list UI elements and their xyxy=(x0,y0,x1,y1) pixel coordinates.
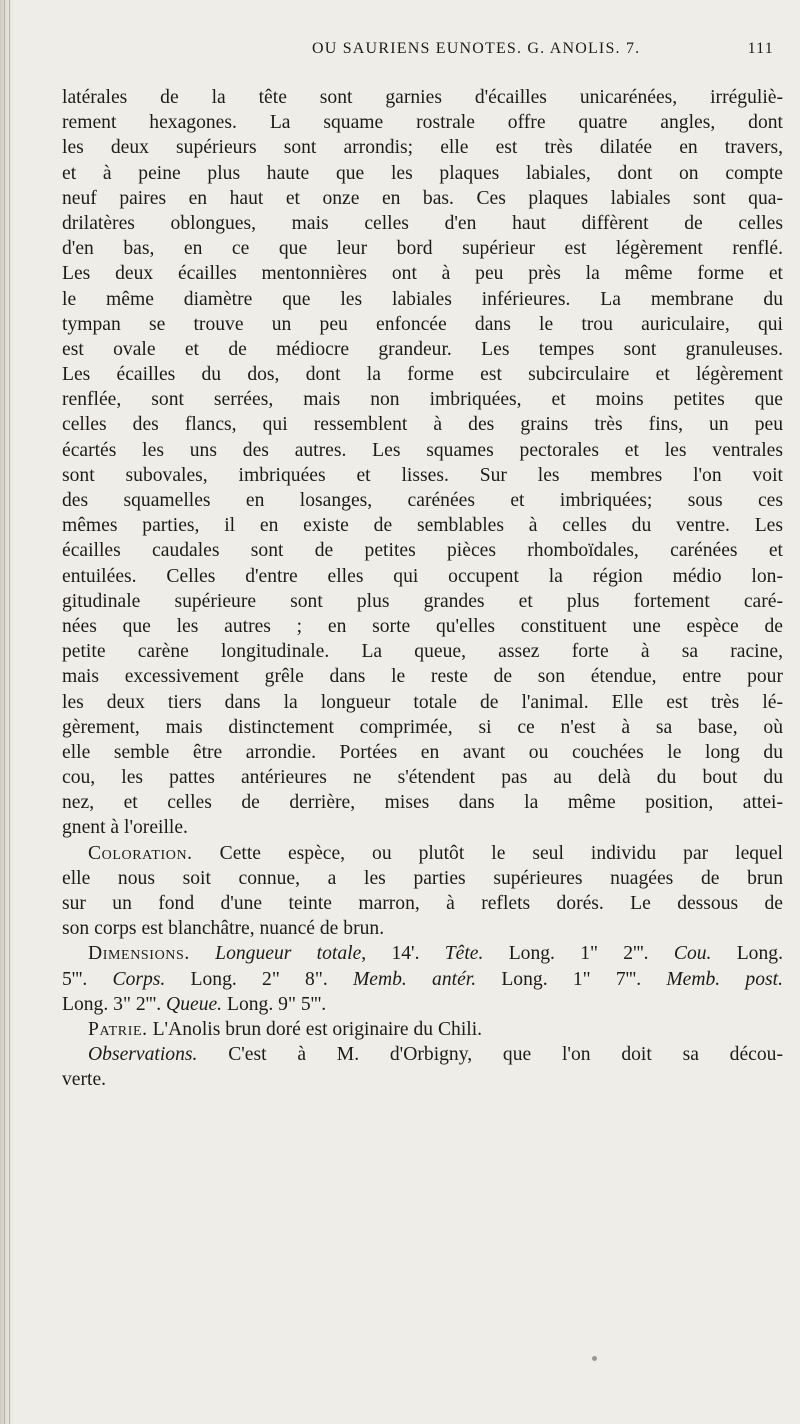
text-line: Les deux écailles mentonnières ont à peu près la même forme et xyxy=(62,263,783,285)
dimension-value: Long. 9" 5'''. xyxy=(227,993,327,1015)
coloration-line xyxy=(62,841,783,866)
text-line: les deux supérieurs sont arrondis; elle est très dilatée en travers, xyxy=(62,137,783,159)
dimension-value: Long. xyxy=(736,943,783,965)
text-line: nées que les autres ; en sorte qu'elles constituent une espèce de xyxy=(62,615,783,637)
observations-label: Observations. xyxy=(88,1044,198,1066)
text-line: est ovale et de médiocre grandeur. Les tempes sont granuleuses. xyxy=(62,338,783,360)
observations-text: C'est à M. d'Orbigny, que l'on doit sa décou- xyxy=(228,1044,783,1066)
text-line: entuilées. Celles d'entre elles qui occupent la région médio lon- xyxy=(62,565,783,587)
text-line: rement hexagones. La squame rostrale offre quatre angles, dont xyxy=(62,112,783,134)
dimension-name: Cou. xyxy=(673,943,712,965)
text-line: cou, les pattes antérieures ne s'étendent pas au delà du bout du xyxy=(62,767,783,789)
dimension-name: Memb. antér. xyxy=(352,968,477,990)
text-line: elle semble être arrondie. Portées en avant ou couchées le long du xyxy=(62,741,783,763)
dimension-name: Tête. xyxy=(444,943,484,965)
text-line: nez, et celles de derrière, mises dans la même position, attei- xyxy=(62,792,783,814)
text-line: d'en bas, en ce que leur bord supérieur est légèrement renflé. xyxy=(62,238,783,260)
text-line: drilatères oblongues, mais celles d'en haut diffèrent de celles xyxy=(62,212,783,234)
dimension-name: Longueur totale xyxy=(215,943,362,965)
text-line: écartés les uns des autres. Les squames pectorales et les ventrales xyxy=(62,439,783,461)
dimension-value: , 14'. xyxy=(361,943,420,965)
dimension-value: 5'''. xyxy=(62,968,88,990)
page-number: 111 xyxy=(747,40,774,57)
dimension-name: Memb. post. xyxy=(666,968,783,990)
spine-edge-line xyxy=(9,0,10,1424)
patrie-text: L'Anolis brun doré est originaire du Chili. xyxy=(152,1018,483,1040)
text-line: le même diamètre que les labiales inférieures. La membrane du xyxy=(62,288,783,310)
dimension-value: Long. 1" 2'''. xyxy=(508,943,649,965)
text-line: gnent à l'oreille. xyxy=(62,817,188,839)
page-spine-shadow xyxy=(0,0,14,1424)
observations-line xyxy=(62,1042,783,1067)
dimension-name: Queue. xyxy=(166,993,223,1015)
text-line: mêmes parties, il en existe de semblables à celles du ventre. Les xyxy=(62,515,783,537)
patrie-label: Patrie. xyxy=(88,1018,148,1040)
text-line: sont subovales, imbriquées et lisses. Sur les membres l'on voit xyxy=(62,464,783,486)
dimensions-line xyxy=(62,992,783,1017)
text-line: mais excessivement grêle dans le reste de son étendue, entre pour xyxy=(62,666,783,688)
dimension-name: Corps. xyxy=(112,968,166,990)
text-line: Les écailles du dos, dont la forme est subcirculaire et légèrement xyxy=(62,364,783,386)
dimensions-label: Dimensions. xyxy=(88,943,190,965)
dimension-value: Long. 2" 8". xyxy=(190,968,328,990)
coloration-line: son corps est blanchâtre, nuancé de brun. xyxy=(62,918,385,940)
text-line: écailles caudales sont de petites pièces rhomboïdales, carénées et xyxy=(62,540,783,562)
observations-line: verte. xyxy=(62,1069,107,1091)
text-line: les deux tiers dans la longueur totale de l'animal. Elle est très lé- xyxy=(62,691,783,713)
text-line: petite carène longitudinale. La queue, assez forte à sa racine, xyxy=(62,641,783,663)
running-header xyxy=(312,40,774,70)
dimensions-line xyxy=(62,967,783,992)
coloration-text: Cette espèce, ou plutôt le seul individu par lequel xyxy=(219,842,783,864)
spine-edge-line xyxy=(4,0,5,1424)
text-line: et à peine plus haute que les plaques labiales, dont on compte xyxy=(62,162,783,184)
text-line: celles des flancs, qui ressemblent à des grains très fins, un peu xyxy=(62,414,783,436)
coloration-label: Coloration. xyxy=(88,842,193,864)
patrie-line xyxy=(62,1017,783,1042)
dimension-value: Long. 3" 2'''. xyxy=(62,993,162,1015)
text-line: tympan se trouve un peu enfoncée dans le trou auriculaire, qui xyxy=(62,313,783,335)
body-text xyxy=(62,85,783,1093)
text-line: gitudinale supérieure sont plus grandes et plus fortement caré- xyxy=(62,590,783,612)
ink-speck xyxy=(592,1356,597,1361)
dimension-value: Long. 1" 7'''. xyxy=(501,968,642,990)
text-line: neuf paires en haut et onze en bas. Ces plaques labiales sont qua- xyxy=(62,187,783,209)
text-line: renflée, sont serrées, mais non imbriquées, et moins petites que xyxy=(62,389,783,411)
running-title: OU SAURIENS EUNOTES. G. ANOLIS. 7. xyxy=(312,40,641,57)
text-line: gèrement, mais distinctement comprimée, si ce n'est à sa base, où xyxy=(62,716,783,738)
text-line: latérales de la tête sont garnies d'écailles unicarénées, irréguliè- xyxy=(62,87,783,108)
coloration-line: sur un fond d'une teinte marron, à reflets dorés. Le dessous de xyxy=(62,893,783,914)
text-line: des squamelles en losanges, carénées et imbriquées; sous ces xyxy=(62,490,783,511)
description-paragraph xyxy=(62,85,783,841)
dimensions-line xyxy=(62,941,783,966)
coloration-line: elle nous soit connue, a les parties supérieures nuagées de brun xyxy=(62,867,783,889)
